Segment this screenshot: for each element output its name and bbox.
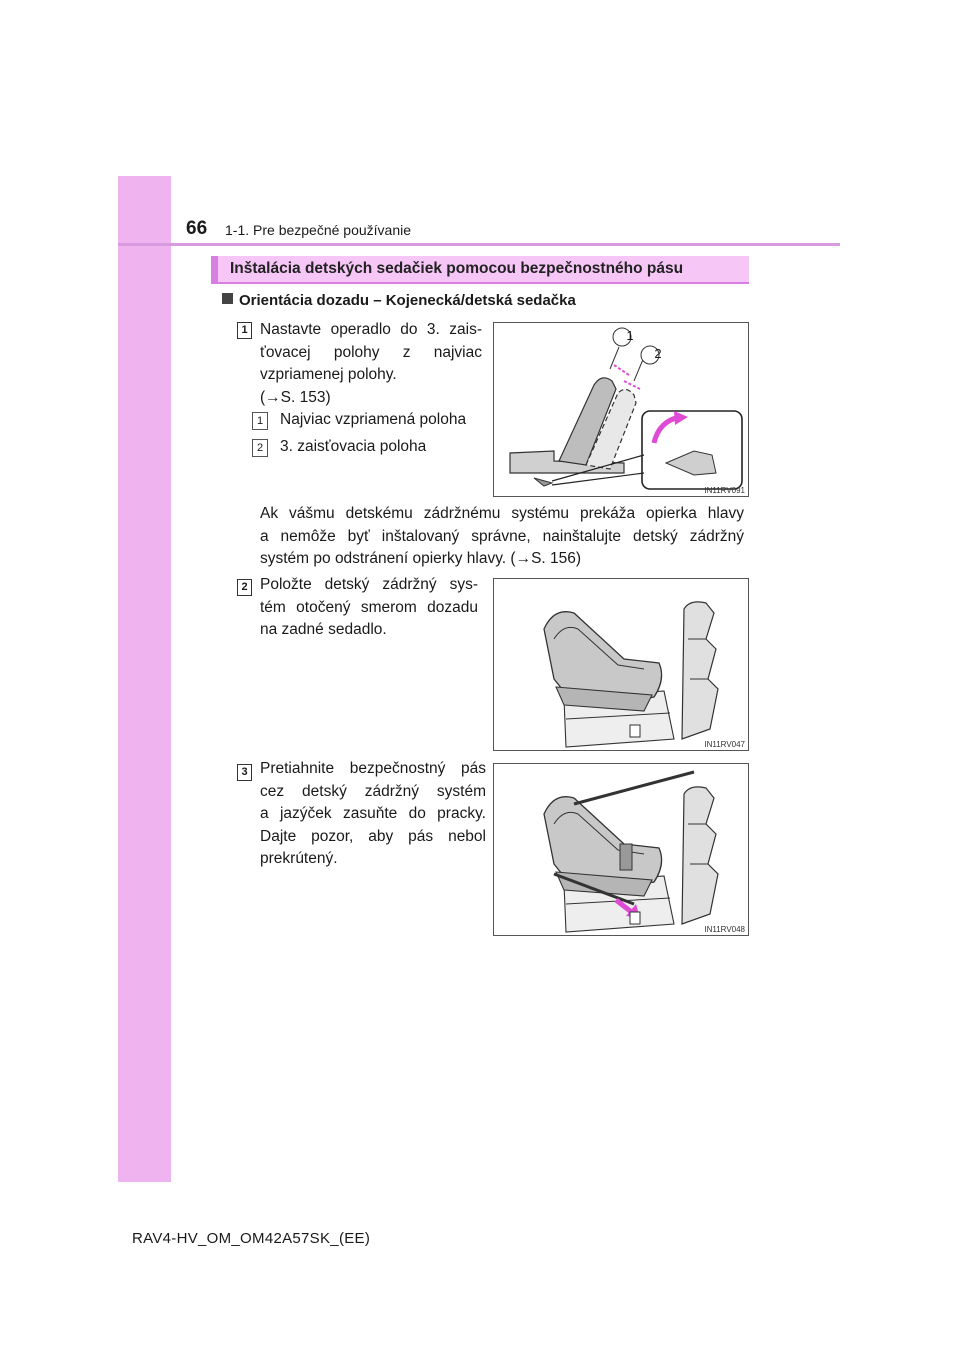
figure-belt-routing	[493, 763, 749, 936]
subheading-text: Orientácia dozadu – Kojenecká/detská sedačka	[239, 292, 576, 309]
step-3-line-4: Dajte pozor, aby pás nebol	[260, 827, 486, 845]
step-1-line-4: (→S. 153)	[260, 388, 331, 406]
step-2-line-3: na zadné sedadlo.	[260, 621, 387, 638]
figure-code: IN11RV048	[704, 925, 745, 934]
section-title: Inštalácia detských sedačiek pomocou bezpečnostného pásu	[230, 260, 684, 277]
item-label-2: 3. zaisťovacia poloha	[280, 438, 427, 455]
item-number-1: 1	[252, 412, 268, 430]
step-2-text	[260, 574, 478, 642]
step-1-note	[260, 503, 744, 571]
step-number-1: 1	[237, 322, 252, 339]
step-number-3: 3	[237, 764, 252, 781]
note-line-3: systém po odstránení opierky hlavy. (→S. 156)	[260, 550, 582, 567]
child-seat-illustration	[494, 579, 748, 750]
note-line-2: a nemôže byť inštalovaný správne, nainštalujte detský zádržný	[260, 527, 744, 545]
step-3-text	[260, 758, 486, 871]
step-1-line-1: Nastavte operadlo do 3. zais-	[260, 321, 482, 338]
figure-callout-2: 2	[654, 346, 662, 361]
item-number-2: 2	[252, 439, 268, 457]
step-3-line-5: prekrútený.	[260, 850, 338, 867]
side-tab	[118, 176, 171, 1182]
page-number: 66	[186, 218, 208, 239]
header-rule	[118, 243, 840, 246]
step-1-line-2: ťovacej polohy z najviac	[260, 343, 482, 361]
item-label-1: Najviac vzpriamená poloha	[280, 411, 467, 428]
step-2-line-2: tém otočený smerom dozadu	[260, 598, 478, 616]
footer-code: RAV4-HV_OM_OM42A57SK_(EE)	[132, 1230, 371, 1247]
note-line-1: Ak vášmu detskému zádržnému systému prekáža opierka hlavy	[260, 505, 744, 522]
step-3-line-2: cez detský zádržný systém	[260, 782, 486, 800]
step-1-line-3: vzpriamenej polohy.	[260, 366, 397, 383]
figure-seatback-positions	[493, 322, 749, 497]
figure-code: IN11RV091	[704, 486, 745, 495]
step-2-line-1: Položte detský zádržný sys-	[260, 576, 478, 593]
step-3-line-3: a jazýček zasuňte do pracky.	[260, 805, 486, 822]
subheading	[222, 292, 576, 309]
figure-code: IN11RV047	[704, 740, 745, 749]
step-number-2: 2	[237, 579, 252, 596]
seatback-illustration	[494, 323, 748, 496]
section-bar	[211, 256, 749, 284]
chapter-title: 1-1. Pre bezpečné používanie	[225, 222, 412, 238]
figure-callout-1: 1	[626, 328, 634, 343]
figure-child-seat-placed	[493, 578, 749, 751]
step-3-line-1: Pretiahnite bezpečnostný pás	[260, 760, 486, 777]
step-1-text	[260, 319, 482, 409]
belt-routing-illustration	[494, 764, 748, 935]
square-bullet-icon	[222, 293, 233, 304]
